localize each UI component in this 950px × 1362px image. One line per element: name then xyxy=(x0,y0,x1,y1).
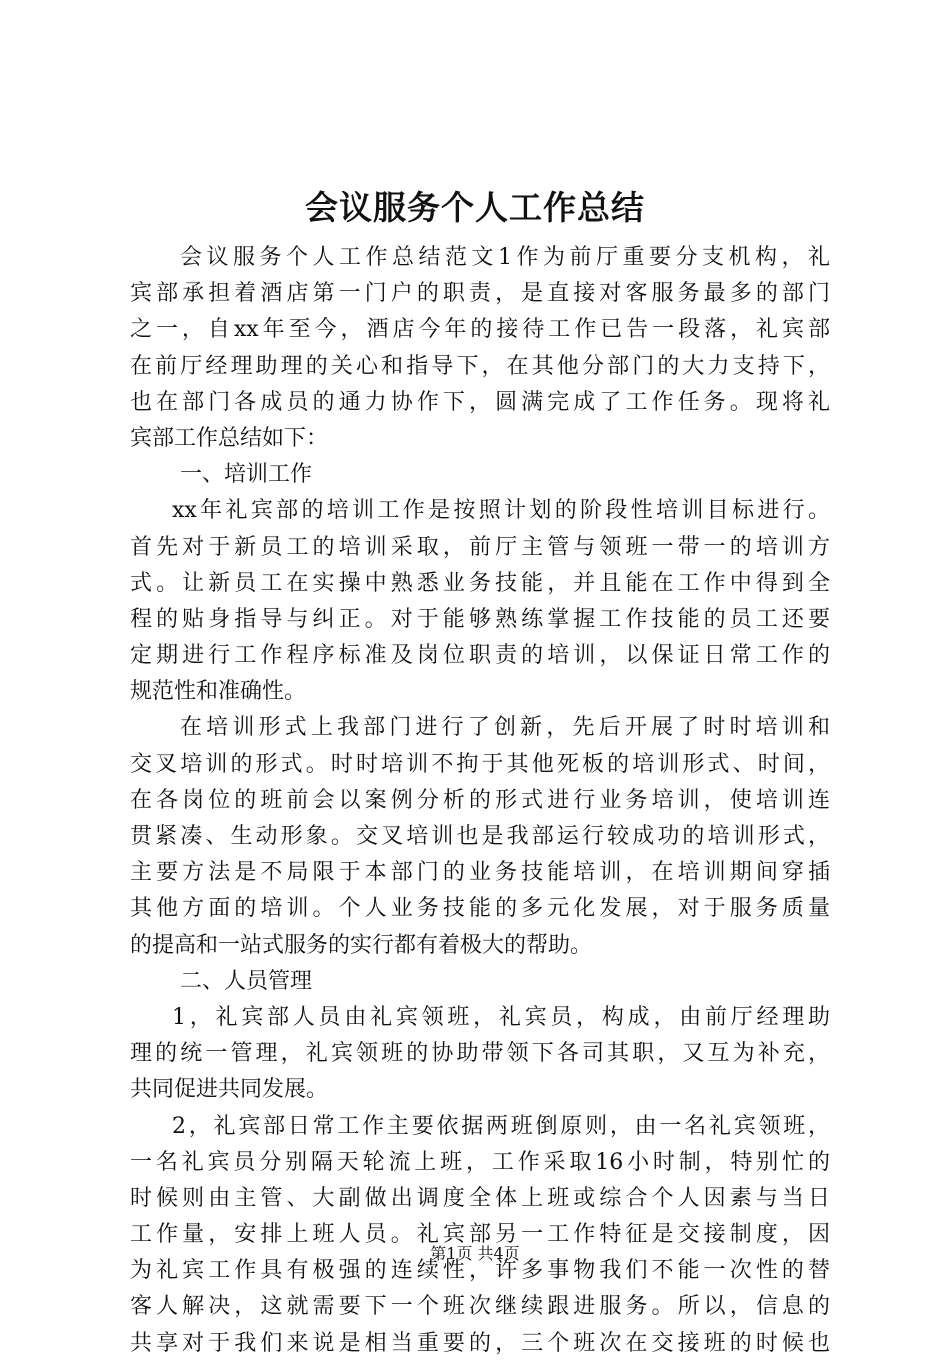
text-line: 共享对于我们来说是相当重要的，三个班次在交接班的时候也 xyxy=(130,1330,830,1356)
text-line: 宾部工作总结如下： xyxy=(130,425,329,451)
text-line: 宾部承担着酒店第一门户的职责，是直接对客服务最多的部门 xyxy=(130,281,830,307)
text-line: 1，礼宾部人员由礼宾领班，礼宾员，构成，由前厅经理助 xyxy=(172,1004,830,1030)
text-line: 在培训形式上我部门进行了创新，先后开展了时时培训和 xyxy=(180,715,830,741)
text-line: 程的贴身指导与纠正。对于能够熟练掌握工作技能的员工还要 xyxy=(130,606,830,632)
text-line: 主要方法是不局限于本部门的业务技能培训，在培训期间穿插 xyxy=(130,860,830,886)
section-heading: 二、人员管理 xyxy=(180,968,313,994)
text-line: 也在部门各成员的通力协作下，圆满完成了工作任务。现将礼 xyxy=(130,389,830,415)
text-line: 共同促进共同发展。 xyxy=(130,1077,329,1103)
section-heading: 一、培训工作 xyxy=(180,462,313,488)
text-line: 工作量，安排上班人员。礼宾部另一工作特征是交接制度，因 xyxy=(130,1222,830,1248)
text-line: 首先对于新员工的培训采取，前厅主管与领班一带一的培训方 xyxy=(130,534,830,560)
text-line: 2，礼宾部日常工作主要依据两班倒原则，由一名礼宾领班， xyxy=(172,1113,830,1139)
text-line: 为礼宾工作具有极强的连续性，许多事物我们不能一次性的替 xyxy=(130,1258,830,1284)
text-line: 其他方面的培训。个人业务技能的多元化发展，对于服务质量 xyxy=(130,896,830,922)
document-title: 会议服务个人工作总结 xyxy=(305,188,645,227)
text-line: 会议服务个人工作总结范文1作为前厅重要分支机构，礼 xyxy=(180,245,830,270)
text-line: 定期进行工作程序标准及岗位职责的培训，以保证日常工作的 xyxy=(130,643,830,669)
text-line: 规范性和准确性。 xyxy=(130,679,307,705)
text-line: 在前厅经理助理的关心和指导下，在其他分部门的大力支持下， xyxy=(130,353,830,379)
document-body xyxy=(130,240,830,1362)
text-line: xx年礼宾部的培训工作是按照计划的阶段性培训目标进行。 xyxy=(172,498,830,524)
text-line: 交叉培训的形式。时时培训不拘于其他死板的培训形式、时间， xyxy=(130,751,830,777)
text-line: 式。让新员工在实操中熟悉业务技能，并且能在工作中得到全 xyxy=(130,570,830,596)
text-line: 贯紧凑、生动形象。交叉培训也是我部运行较成功的培训形式， xyxy=(130,824,830,849)
text-line: 时候则由主管、大副做出调度全体上班或综合个人因素与当日 xyxy=(130,1185,830,1211)
text-line: 客人解决，这就需要下一个班次继续跟进服务。所以，信息的 xyxy=(130,1294,830,1320)
text-line: 一名礼宾员分别隔天轮流上班，工作采取16小时制，特别忙的 xyxy=(130,1149,830,1175)
text-line: 的提高和一站式服务的实行都有着极大的帮助。 xyxy=(130,932,593,958)
text-line: 理的统一管理，礼宾领班的协助带领下各司其职，又互为补充， xyxy=(130,1041,830,1067)
text-line: 之一，自xx年至今，酒店今年的接待工作已告一段落，礼宾部 xyxy=(130,317,830,343)
page-footer: 第1页 共4页 xyxy=(430,1244,520,1263)
text-line: 在各岗位的班前会以案例分析的形式进行业务培训，使培训连 xyxy=(130,787,830,813)
